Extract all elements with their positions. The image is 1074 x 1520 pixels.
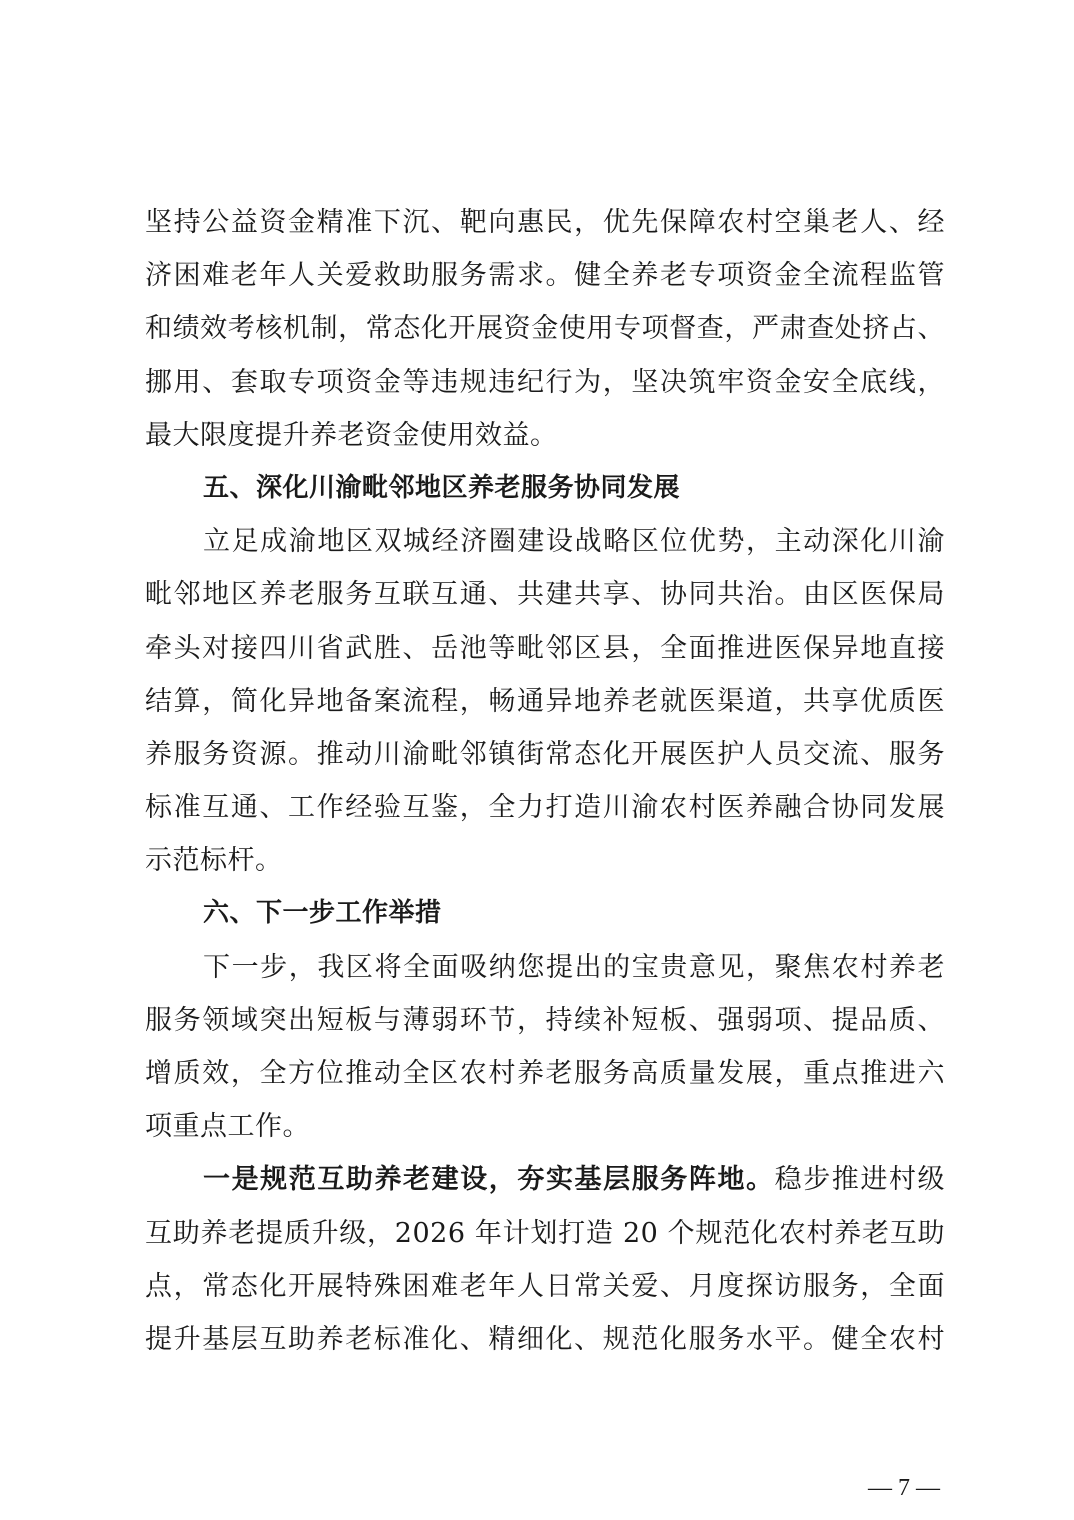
body-line: 服务领域突出短板与薄弱环节，持续补短板、强弱项、提品质、 bbox=[145, 1004, 945, 1036]
body-line: 挪用、套取专项资金等违规违纪行为，坚决筑牢资金安全底线， bbox=[145, 366, 945, 398]
body-line: 养服务资源。推动川渝毗邻镇街常态化开展医护人员交流、服务 bbox=[145, 738, 945, 770]
body-line: 点，常态化开展特殊困难老年人日常关爱、月度探访服务，全面 bbox=[145, 1270, 945, 1302]
body-line: 牵头对接四川省武胜、岳池等毗邻区县，全面推进医保异地直接 bbox=[145, 632, 945, 664]
section-heading-6: 六、下一步工作举措 bbox=[203, 898, 442, 929]
body-line: 济困难老年人关爱救助服务需求。健全养老专项资金全流程监管 bbox=[145, 260, 945, 292]
document-body bbox=[145, 196, 945, 1366]
body-line: 和绩效考核机制，常态化开展资金使用专项督查，严肃查处挤占、 bbox=[145, 313, 945, 345]
body-line: 提升基层互助养老标准化、精细化、规范化服务水平。健全农村 bbox=[145, 1323, 945, 1355]
body-line: 增质效，全方位推动全区农村养老服务高质量发展，重点推进六 bbox=[145, 1058, 945, 1089]
body-line: 坚持公益资金精准下沉、靶向惠民，优先保障农村空巢老人、经 bbox=[145, 207, 945, 238]
body-line: 立足成渝地区双城经济圈建设战略区位优势，主动深化川渝 bbox=[203, 526, 945, 558]
bold-lead-phrase: 一是规范互助养老建设，夯实基层服务阵地。 bbox=[203, 1164, 775, 1196]
body-line: 标准互通、工作经验互鉴，全力打造川渝农村医养融合协同发展 bbox=[145, 792, 945, 824]
body-line: 下一步，我区将全面吸纳您提出的宝贵意见，聚焦农村养老 bbox=[203, 951, 945, 983]
body-line: 毗邻地区养老服务互联互通、共建共享、协同共治。由区医保局 bbox=[145, 579, 945, 611]
body-line: 互助养老提质升级，2026 年计划打造 20 个规范化农村养老互助 bbox=[145, 1217, 945, 1249]
body-line: 结算，简化异地备案流程，畅通异地养老就医渠道，共享优质医 bbox=[145, 685, 945, 717]
body-line: 项重点工作。 bbox=[145, 1111, 310, 1143]
section-heading-5: 五、深化川渝毗邻地区养老服务协同发展 bbox=[203, 472, 681, 503]
body-text-run: 稳步推进村级 bbox=[774, 1164, 945, 1196]
body-line: 示范标杆。 bbox=[145, 845, 283, 877]
body-line bbox=[145, 1153, 945, 1206]
body-line: 最大限度提升养老资金使用效益。 bbox=[145, 419, 558, 451]
page-number: — 7 — bbox=[868, 1475, 940, 1501]
